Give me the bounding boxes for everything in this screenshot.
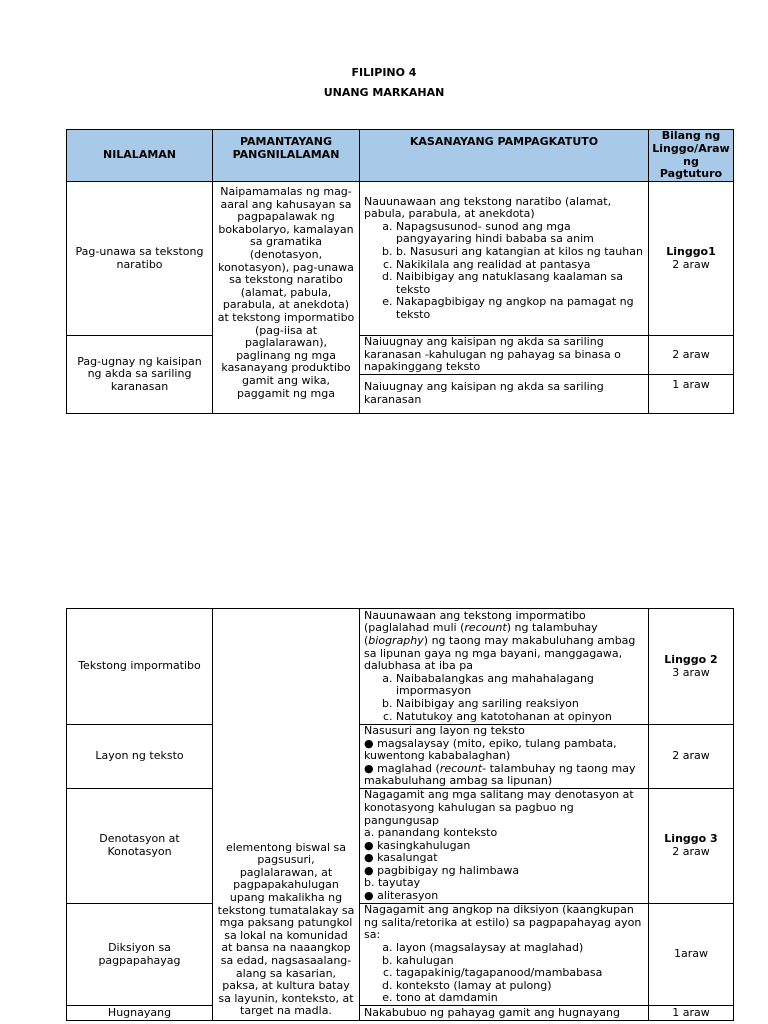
days-cell: 1 araw	[649, 374, 734, 413]
list-item: d. konteksto (lamay at pulong)	[396, 980, 644, 993]
days-cell: 1 araw	[649, 1006, 734, 1021]
competency-cell: Naiuugnay ang kaisipan ng akda sa sariling karanasan	[360, 374, 649, 413]
week-label: Linggo 3	[664, 832, 718, 846]
competency-cell: Nagagamit ang mga salitang may denotasyon at konotasyong kahulugan sa pagbuo ng pangungusap a. panandang konteksto ● kasingkahulugan ● kasalungat ● pagbibigay ng halimbawa b. tayutay ● aliterasyon	[360, 789, 649, 904]
days-cell	[649, 609, 734, 725]
document-quarter: UNANG MARKAHAN	[323, 86, 445, 99]
list-item: a. Naibabalangkas ang mahahalagang impormasyon	[396, 673, 644, 698]
content-cell: Layon ng teksto	[67, 725, 213, 789]
content-cell: Hugnayang	[67, 1006, 213, 1021]
list-item: c. Nakikilala ang realidad at pantasya	[396, 259, 644, 272]
content-cell: Pag-ugnay ng kaisipan ng akda sa sariling karanasan	[67, 336, 213, 414]
column-header-competency: KASANAYANG PAMPAGKATUTO	[360, 130, 649, 182]
list-item: b. b. Nasusuri ang katangian at kilos ng tauhan	[396, 246, 644, 259]
competency-intro: Nauunawaan ang tekstong impormatibo (paglalahad muli (recount) ng talambuhay (biography) ng taong may makabuluhang ambag sa lipunan gaya ng mga bayani, manggagawa, dalubhasa at iba pa	[364, 608, 636, 673]
content-cell: Tekstong impormatibo	[67, 609, 213, 725]
column-header-standard: PAMANTAYANG PANGNILALAMAN	[213, 130, 360, 182]
bullet-item: ● aliterasyon	[364, 890, 644, 903]
bullet-item: ● kasingkahulugan	[364, 840, 644, 853]
days-cell: 1araw	[649, 904, 734, 1006]
list-item: b. kahulugan	[396, 955, 644, 968]
days-cell	[649, 789, 734, 904]
days-label: 2 araw	[672, 845, 710, 858]
bullet-item: ● magsalaysay (mito, epiko, tulang pambata, kuwentong kababalaghan)	[364, 738, 644, 763]
list-item: e. Nakapagbibigay ng angkop na pamagat ng teksto	[396, 296, 644, 321]
competency-intro: Nagagamit ang mga salitang may denotasyon at konotasyong kahulugan sa pagbuo ng pangungusap	[364, 788, 634, 827]
competency-cell: Nakabubuo ng pahayag gamit ang hugnayang	[360, 1006, 649, 1021]
curriculum-table-2	[66, 608, 734, 1021]
list-item: c. Natutukoy ang katotohanan at opinyon	[396, 711, 644, 724]
content-cell: Denotasyon at Konotasyon	[67, 789, 213, 904]
content-cell: Diksiyon sa pagpapahayag	[67, 904, 213, 1006]
competency-cell	[360, 182, 649, 336]
column-header-days: Bilang ng Linggo/Araw ng Pagtuturo	[649, 130, 734, 182]
competency-list	[364, 221, 644, 322]
standard-cell: Naipamamalas ng mag-aaral ang kahusayan sa pagpapalawak ng bokabolaryo, kamalayan sa gramatika (denotasyon, konotasyon), pag-unawa sa tekstong naratibo (alamat, pabula, parabula, at anekdota) at tekstong impormatibo (pag-iisa at paglalarawan), paglinang ng mga kasanayang produktibo gamit ang wika, paggamit ng mga	[213, 182, 360, 414]
list-item: a. Napagsusunod- sunod ang mga pangyayaring hindi bababa sa anim	[396, 221, 644, 246]
list-item: c. tagapakinig/tagapanood/mambabasa	[396, 967, 644, 980]
bullet-item: ● pagbibigay ng halimbawa	[364, 865, 644, 878]
days-cell: 2 araw	[649, 336, 734, 375]
list-item: b. Naibibigay ang sariling reaksiyon	[396, 698, 644, 711]
bullet-item: ● kasalungat	[364, 852, 644, 865]
competency-list	[364, 942, 644, 1005]
days-cell	[649, 182, 734, 336]
days-cell: 2 araw	[649, 725, 734, 789]
competency-cell	[360, 904, 649, 1006]
competency-list	[364, 673, 644, 723]
competency-intro: Nauunawaan ang tekstong naratibo (alamat, pabula, parabula, at anekdota)	[364, 194, 612, 221]
week-label: Linggo1	[666, 244, 716, 258]
days-label: 3 araw	[672, 665, 710, 679]
curriculum-table-1	[66, 129, 734, 414]
days-label: 2 araw	[672, 257, 710, 271]
list-item: e. tono at damdamin	[396, 992, 644, 1005]
column-header-content: NILALAMAN	[67, 130, 213, 182]
competency-intro: Nagagamit ang angkop na diksiyon (kaangkupan ng salita/retorika at estilo) sa pagpapahayag ayon sa:	[364, 903, 642, 942]
document-subject: FILIPINO 4	[351, 66, 417, 79]
competency-cell	[360, 609, 649, 725]
list-item: a. layon (magsalaysay at maglahad)	[396, 942, 644, 955]
standard-cell: elementong biswal sa pagsusuri, paglalarawan, at pagpapakahulugan upang makalikha ng tekstong tumatalakay sa mga paksang patungkol sa lokal na komunidad at bansa na naaangkop sa edad, nagsasaalang-alang sa kasarian, paksa, at kultura batay sa layunin, konteksto, at target na madla.	[213, 609, 360, 1021]
content-cell: Pag-unawa sa tekstong naratibo	[67, 182, 213, 336]
competency-cell: Nasusuri ang layon ng teksto ● magsalaysay (mito, epiko, tulang pambata, kuwentong kababalaghan) ● maglahad (recount- talambuhay ng taong may makabuluhang ambag sa lipunan)	[360, 725, 649, 789]
competency-cell: Naiuugnay ang kaisipan ng akda sa sariling karanasan -kahulugan ng pahayag sa binasa o napakinggang teksto	[360, 336, 649, 375]
bullet-item: ● maglahad (recount- talambuhay ng taong may makabuluhang ambag sa lipunan)	[364, 763, 644, 788]
week-label: Linggo 2	[664, 652, 718, 666]
list-item: d. Naibibigay ang natuklasang kaalaman sa teksto	[396, 271, 644, 296]
